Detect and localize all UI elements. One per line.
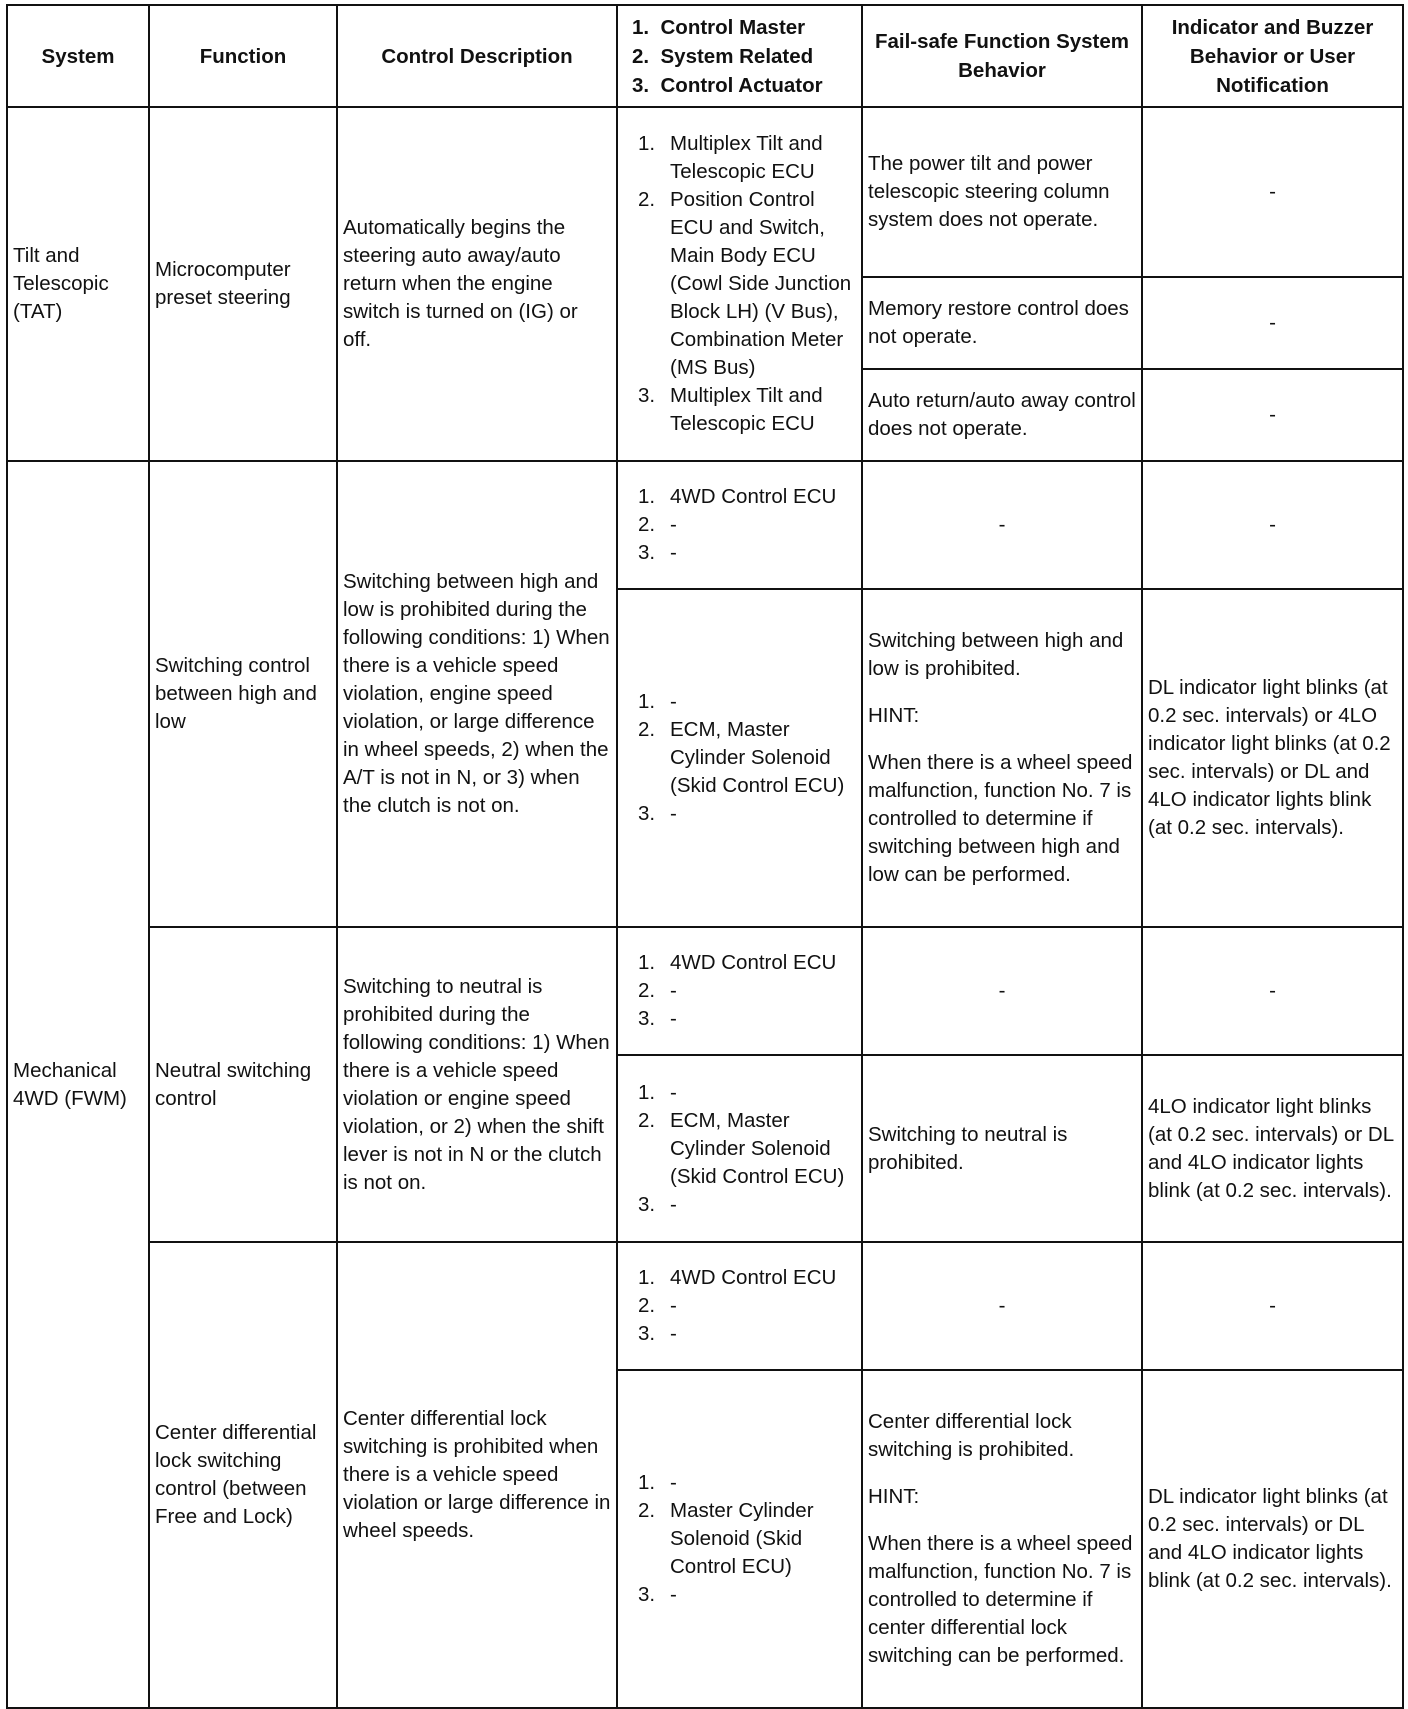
- table-row: [7, 1242, 1403, 1370]
- high-low-function: Switching control between high and low: [149, 461, 337, 927]
- list-item: 2. -: [638, 979, 677, 1002]
- high-low-control-list: [617, 589, 862, 927]
- list-item: 2. -: [638, 513, 677, 536]
- table-row: [7, 927, 1403, 1055]
- list-item: 2. Master Cylinder Solenoid (Skid Control ECU): [638, 1499, 814, 1578]
- list-item: 3. -: [638, 1007, 677, 1030]
- fwm-system: Mechanical 4WD (FWM): [7, 461, 149, 1708]
- high-low-indicator: -: [1142, 461, 1403, 589]
- list-item: 2. ECM, Master Cylinder Solenoid (Skid Control ECU): [638, 1108, 845, 1188]
- fail-safe-function-table: [6, 4, 1404, 1709]
- list-item: 1. 4WD Control ECU: [638, 951, 837, 974]
- list-item: 1. 4WD Control ECU: [638, 1266, 837, 1289]
- list-item: 2. Position Control ECU and Switch, Main Body ECU (Cowl Side Junction Block LH) (V Bus), Combination Meter (MS Bus): [638, 188, 852, 379]
- list-item: 1. -: [638, 690, 677, 713]
- list-item: 3. Multiplex Tilt and Telescopic ECU: [638, 384, 823, 435]
- tat-description: Automatically begins the steering auto away/auto return when the engine switch is turned on (IG) or off.: [337, 107, 617, 461]
- center-diff-indicator: -: [1142, 1242, 1403, 1370]
- neutral-function: Neutral switching control: [149, 927, 337, 1242]
- list-item: 3. -: [638, 1322, 677, 1345]
- list-item: 1. -: [638, 1471, 677, 1494]
- center-diff-failsafe-behavior: Center differential lock switching is prohibited. HINT: When there is a wheel speed malfunction, function No. 7 is controlled to determine if center differential lock switching can be performed.: [862, 1370, 1142, 1708]
- neutral-control-list: [617, 927, 862, 1055]
- center-diff-function: Center differential lock switching control (between Free and Lock): [149, 1242, 337, 1708]
- list-item: 1. -: [638, 1080, 677, 1104]
- tat-failsafe-behavior: Auto return/auto away control does not operate.: [862, 369, 1142, 461]
- center-diff-control-list: [617, 1370, 862, 1708]
- center-diff-failsafe-behavior: -: [862, 1242, 1142, 1370]
- tat-system: Tilt and Telescopic (TAT): [7, 107, 149, 461]
- header-system-related: 2. System Related: [632, 44, 814, 68]
- neutral-indicator: 4LO indicator light blinks (at 0.2 sec. intervals) or DL and 4LO indicator lights blink (at 0.2 sec. intervals).: [1142, 1055, 1403, 1242]
- tat-control-list: [617, 107, 862, 461]
- center-diff-description: Center differential lock switching is prohibited when there is a vehicle speed violation or large difference in wheel speeds.: [337, 1242, 617, 1708]
- header-indicator: Indicator and Buzzer Behavior or User Notification: [1142, 5, 1403, 107]
- list-item: 3. -: [638, 541, 677, 564]
- center-diff-control-list: [617, 1242, 862, 1370]
- hint-label: HINT:: [868, 704, 920, 727]
- tat-indicator: -: [1142, 277, 1403, 369]
- list-item: 3. -: [638, 802, 677, 825]
- neutral-indicator: -: [1142, 927, 1403, 1055]
- high-low-failsafe-behavior: Switching between high and low is prohibited. HINT: When there is a wheel speed malfunction, function No. 7 is controlled to determine if switching between high and low can be performed.: [862, 589, 1142, 927]
- neutral-failsafe-behavior: Switching to neutral is prohibited.: [862, 1055, 1142, 1242]
- neutral-control-list: [617, 1055, 862, 1242]
- high-low-description: Switching between high and low is prohibited during the following conditions: 1) When there is a vehicle speed violation, engine speed violation, or large difference in wheel speeds, 2) when the A/T is not in N, or 3) when the clutch is not on.: [337, 461, 617, 927]
- hint-label: HINT:: [868, 1485, 920, 1508]
- header-system: System: [7, 5, 149, 107]
- header-function: Function: [149, 5, 337, 107]
- high-low-indicator: DL indicator light blinks (at 0.2 sec. intervals) or 4LO indicator light blinks (at 0.2 sec. intervals) or DL and 4LO indicator lights blink (at 0.2 sec. intervals).: [1142, 589, 1403, 927]
- list-item: 1. 4WD Control ECU: [638, 485, 837, 508]
- header-control-items: [617, 5, 862, 107]
- tat-indicator: -: [1142, 107, 1403, 277]
- tat-function: Microcomputer preset steering: [149, 107, 337, 461]
- center-diff-indicator: DL indicator light blinks (at 0.2 sec. intervals) or DL and 4LO indicator lights blink (at 0.2 sec. intervals).: [1142, 1370, 1403, 1708]
- table-row: [7, 461, 1403, 589]
- list-item: 2. -: [638, 1294, 677, 1317]
- list-item: 2. ECM, Master Cylinder Solenoid (Skid Control ECU): [638, 718, 845, 797]
- header-control-master: 1. Control Master: [632, 15, 806, 39]
- neutral-description: Switching to neutral is prohibited during the following conditions: 1) When there is a vehicle speed violation or engine speed violation, or 2) when the shift lever is not in N or the clutch is not on.: [337, 927, 617, 1242]
- high-low-control-list: [617, 461, 862, 589]
- list-item: 3. -: [638, 1583, 677, 1606]
- list-item: 3. -: [638, 1192, 677, 1216]
- neutral-failsafe-behavior: -: [862, 927, 1142, 1055]
- high-low-failsafe-behavior: -: [862, 461, 1142, 589]
- header-control-description: Control Description: [337, 5, 617, 107]
- tat-failsafe-behavior: Memory restore control does not operate.: [862, 277, 1142, 369]
- table-row: [7, 107, 1403, 277]
- tat-indicator: -: [1142, 369, 1403, 461]
- tat-failsafe-behavior: The power tilt and power telescopic steering column system does not operate.: [862, 107, 1142, 277]
- header-control-actuator: 3. Control Actuator: [632, 73, 823, 97]
- list-item: 1. Multiplex Tilt and Telescopic ECU: [638, 132, 823, 183]
- hint-text: When there is a wheel speed malfunction, function No. 7 is controlled to determine if switching between high and low can be performed.: [868, 751, 1133, 886]
- header-row: [7, 5, 1403, 107]
- header-failsafe: Fail-safe Function System Behavior: [862, 5, 1142, 107]
- hint-text: When there is a wheel speed malfunction, function No. 7 is controlled to determine if center differential lock switching can be performed.: [868, 1532, 1133, 1667]
